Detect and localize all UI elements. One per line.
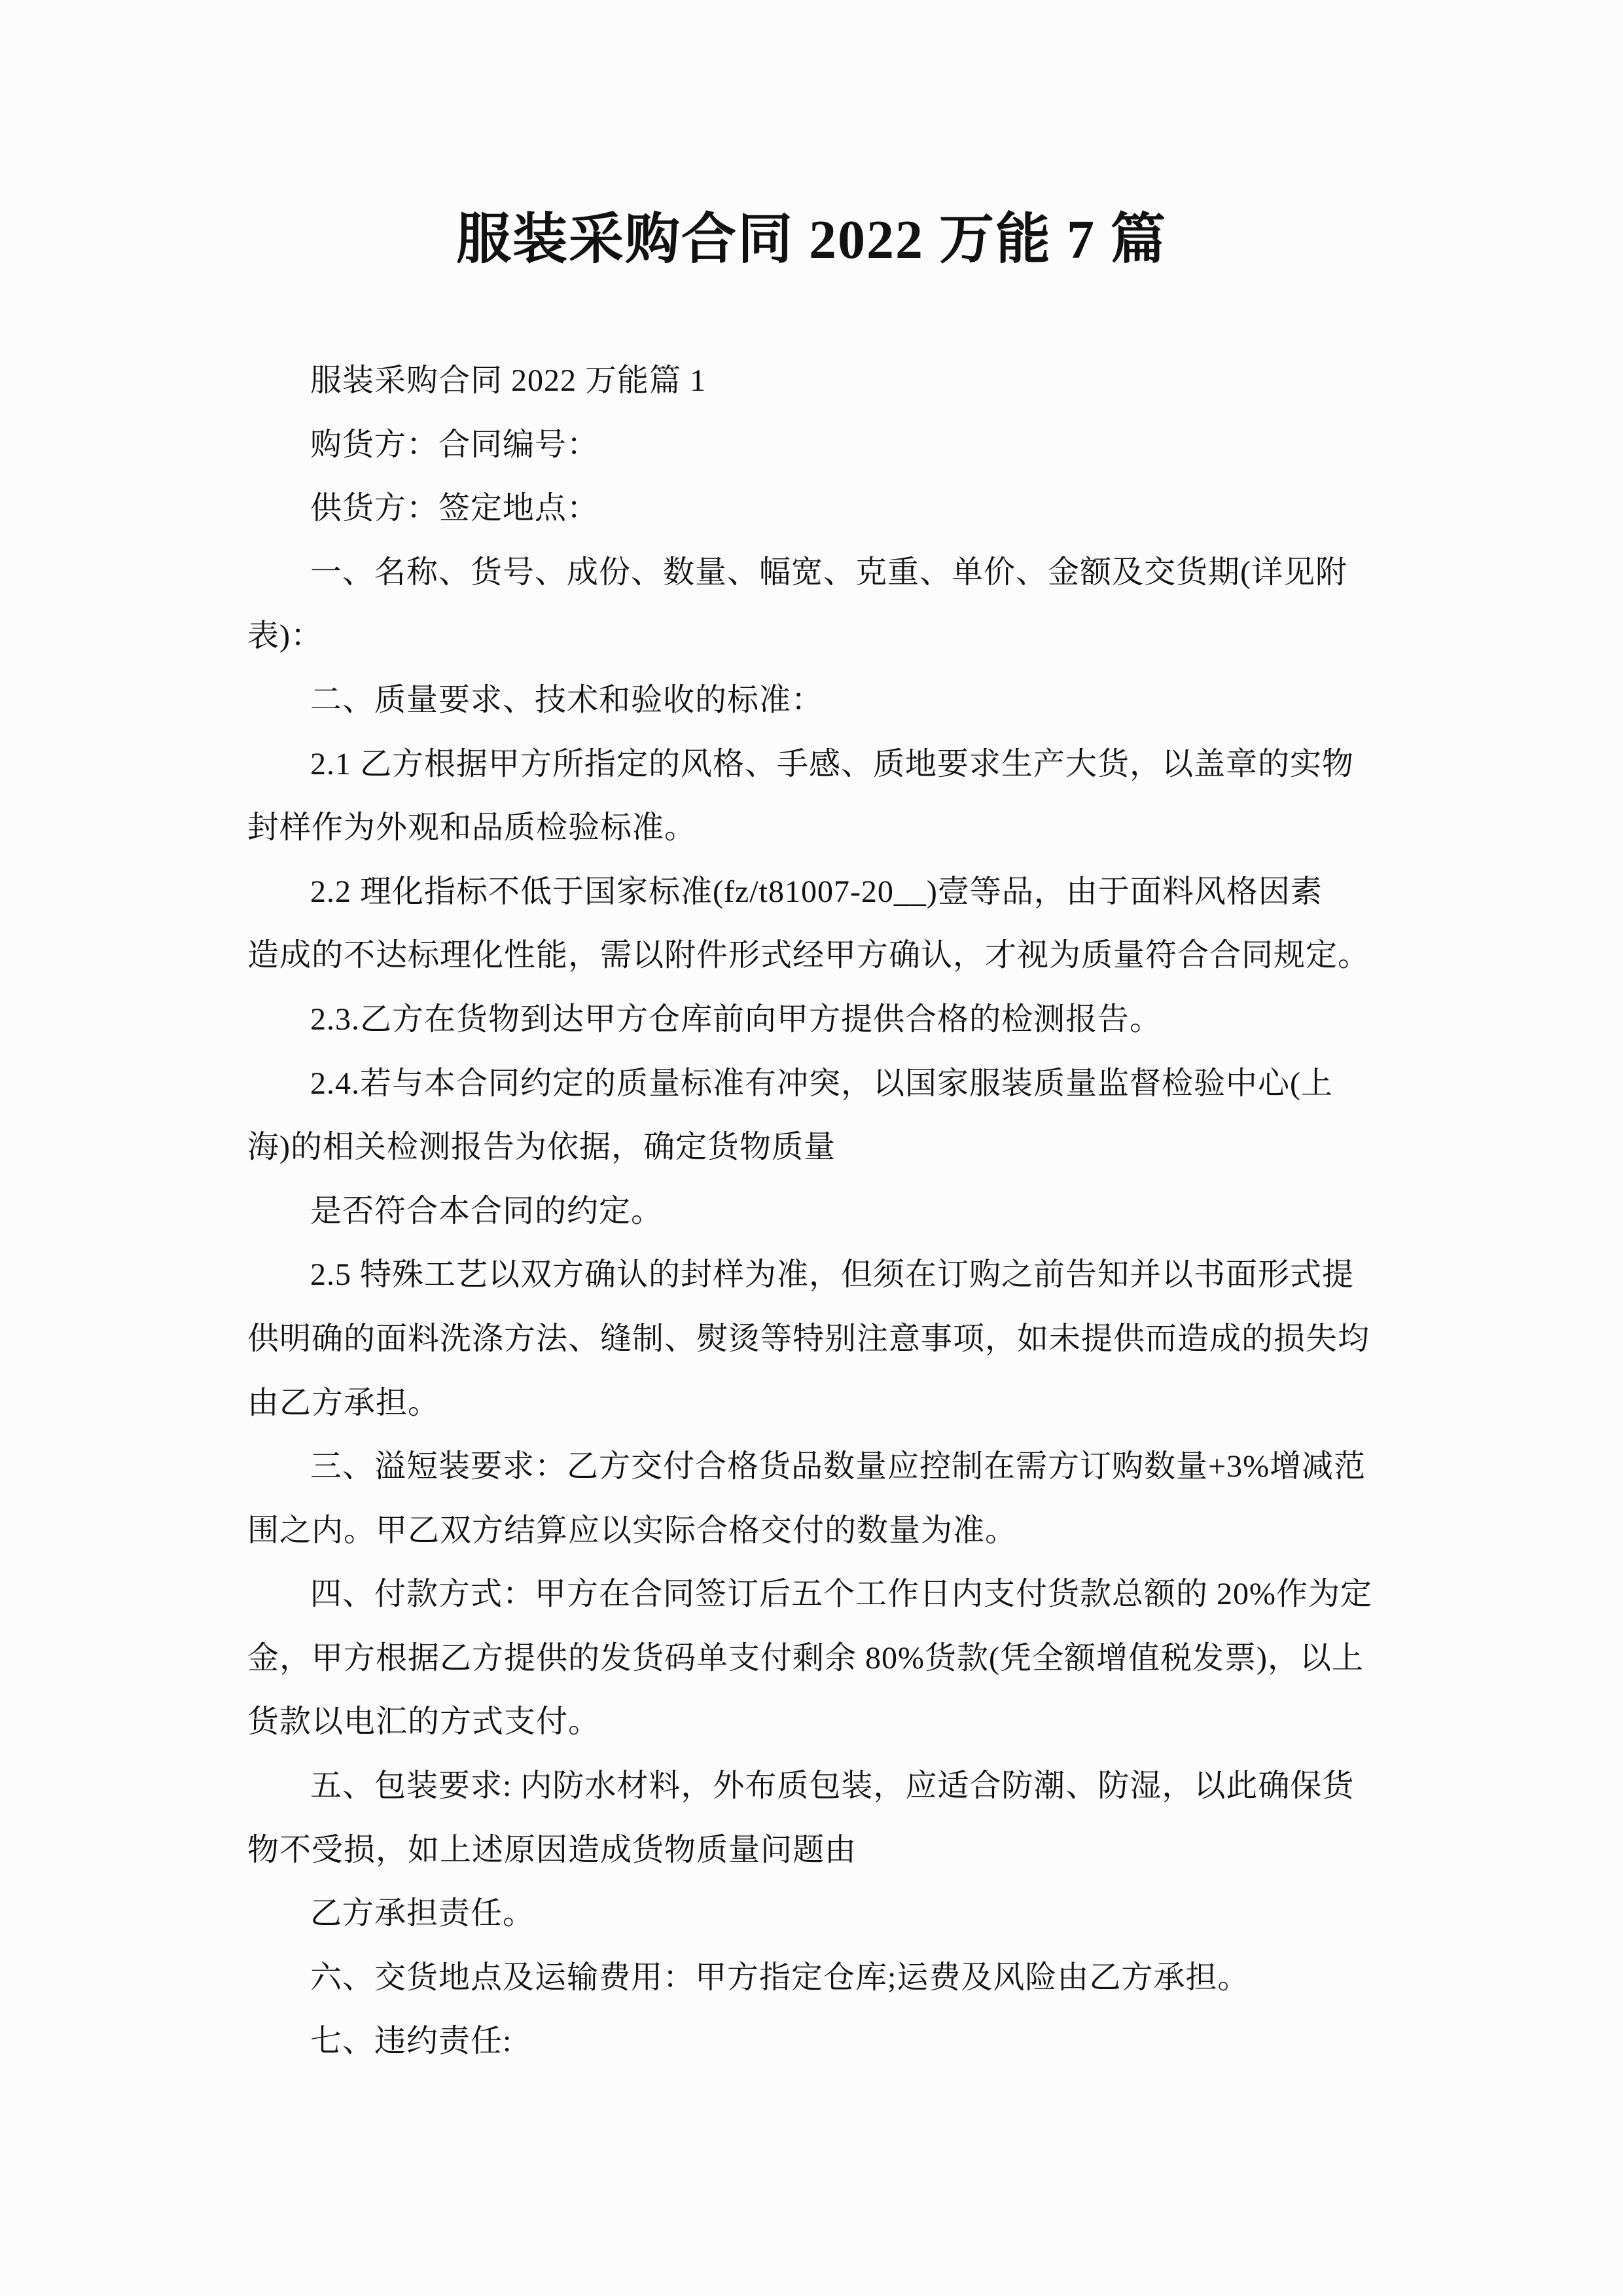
- text-line: 2.3.乙方在货物到达甲方仓库前向甲方提供合格的检测报告。: [310, 1001, 1162, 1037]
- text-line: 2.4.若与本合同约定的质量标准有冲突，以国家服装质量监督检验中心(上: [310, 1066, 1333, 1101]
- text-line: 封样作为外观和品质检验标准。: [247, 810, 697, 846]
- text-line: 2.5 特殊工艺以双方确认的封样为准，但须在订购之前告知并以书面形式提: [310, 1257, 1355, 1293]
- text-line: 一、名称、货号、成份、数量、幅宽、克重、单价、金额及交货期(详见附: [310, 554, 1347, 590]
- text-line: 2.1 乙方根据甲方所指定的风格、手感、质地要求生产大货，以盖章的实物: [310, 746, 1355, 781]
- text-line: 物不受损，如上述原因造成货物质量问题由: [247, 1832, 857, 1867]
- text-line: 货款以电汇的方式支付。: [247, 1704, 601, 1740]
- text-line: 表)：: [247, 619, 323, 654]
- text-line: 五、包装要求: 内防水材料，外布质包装，应适合防潮、防湿，以此确保货: [310, 1768, 1355, 1804]
- text-line: 四、付款方式：甲方在合同签订后五个工作日内支付货款总额的 20%作为定: [310, 1577, 1372, 1612]
- text-line: 二、质量要求、技术和验收的标准：: [310, 682, 824, 717]
- document-body: [247, 349, 1407, 2073]
- text-line: 供货方：签定地点：: [310, 491, 599, 526]
- text-line: 供明确的面料洗涤方法、缝制、熨烫等特别注意事项，如未提供而造成的损失均: [247, 1321, 1370, 1356]
- text-line: 是否符合本合同的约定。: [310, 1193, 664, 1229]
- text-line: 服装采购合同 2022 万能篇 1: [310, 363, 707, 398]
- text-line: 乙方承担责任。: [310, 1896, 535, 1931]
- text-line: 由乙方承担。: [247, 1385, 440, 1420]
- text-line: 2.2 理化指标不低于国家标准(fz/t81007-20__)壹等品，由于面料风格因素: [310, 874, 1323, 909]
- text-line: 三、溢短装要求：乙方交付合格货品数量应控制在需方订购数量+3%增减范: [310, 1449, 1366, 1484]
- text-line: 金，甲方根据乙方提供的发货码单支付剩余 80%货款(凭全额增值税发票)，以上: [247, 1640, 1364, 1676]
- text-line: 六、交货地点及运输费用：甲方指定仓库;运费及风险由乙方承担。: [310, 1960, 1250, 1995]
- document-title: 服装采购合同 2022 万能 7 篇: [455, 209, 1167, 270]
- text-line: 造成的不达标理化性能，需以附件形式经甲方确认，才视为质量符合合同规定。: [247, 938, 1370, 973]
- text-line: 围之内。甲乙双方结算应以实际合格交付的数量为准。: [247, 1513, 1018, 1548]
- text-line: 海)的相关检测报告为依据，确定货物质量: [247, 1130, 836, 1165]
- text-line: 购货方：合同编号：: [310, 427, 599, 462]
- text-line: 七、违约责任:: [310, 2024, 512, 2059]
